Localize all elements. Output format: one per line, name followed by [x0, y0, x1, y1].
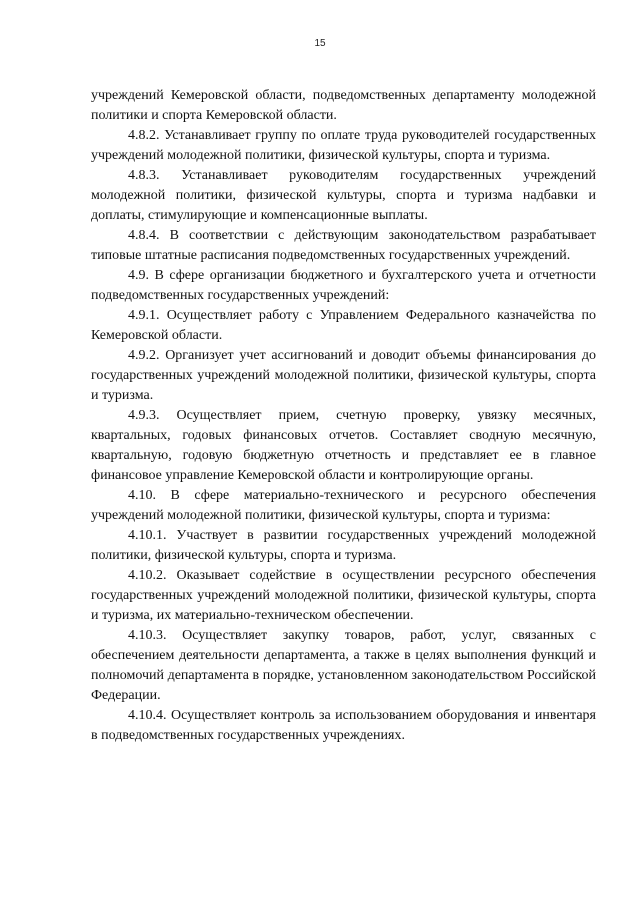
paragraph-4-8-4: 4.8.4. В соответствии с действующим законодательством разрабатывает типовые штатные расписания подведомственных государственных учреждений. [91, 228, 596, 263]
paragraph-4-9: 4.9. В сфере организации бюджетного и бухгалтерского учета и отчетности подведомственных государственных учреждений: [91, 268, 596, 303]
document-body [91, 86, 596, 746]
paragraph-4-8-3: 4.8.3. Устанавливает руководителям государственных учреждений молодежной политики, физической культуры, спорта и туризма надбавки и доплаты, стимулирующие и компенсационные выплаты. [91, 168, 596, 223]
paragraph-4-9-1: 4.9.1. Осуществляет работу с Управлением Федерального казначейства по Кемеровской области. [91, 308, 596, 343]
paragraph-continuation: учреждений Кемеровской области, подведомственных департаменту молодежной политики и спорта Кемеровской области. [91, 88, 596, 123]
paragraph-4-10-4: 4.10.4. Осуществляет контроль за использованием оборудования и инвентаря в подведомственных государственных учреждениях. [91, 708, 596, 743]
paragraph-4-10-3: 4.10.3. Осуществляет закупку товаров, работ, услуг, связанных с обеспечением деятельности департамента, а также в целях выполнения функций и полномочий департамента в порядке, установленном законодательством Российской Федерации. [91, 628, 596, 703]
paragraph-4-9-2: 4.9.2. Организует учет ассигнований и доводит объемы финансирования до государственных учреждений молодежной политики, физической культуры, спорта и туризма. [91, 348, 596, 403]
paragraph-4-10-1: 4.10.1. Участвует в развитии государственных учреждений молодежной политики, физической культуры, спорта и туризма. [91, 528, 596, 563]
paragraph-4-10-2: 4.10.2. Оказывает содействие в осуществлении ресурсного обеспечения государственных учреждений молодежной политики, физической культуры, спорта и туризма, их материально-техническом обеспечении. [91, 568, 596, 623]
paragraph-4-10: 4.10. В сфере материально-технического и ресурсного обеспечения учреждений молодежной политики, физической культуры, спорта и туризма: [91, 488, 596, 523]
paragraph-4-8-2: 4.8.2. Устанавливает группу по оплате труда руководителей государственных учреждений молодежной политики, физической культуры, спорта и туризма. [91, 128, 596, 163]
paragraph-4-9-3: 4.9.3. Осуществляет прием, счетную проверку, увязку месячных, квартальных, годовых финансовых отчетов. Составляет сводную месячную, квартальную, годовую бюджетную отчетность и представляет ее в главное финансовое управление Кемеровской области и контролирующие органы. [91, 408, 596, 483]
page-number: 15 [314, 38, 326, 49]
